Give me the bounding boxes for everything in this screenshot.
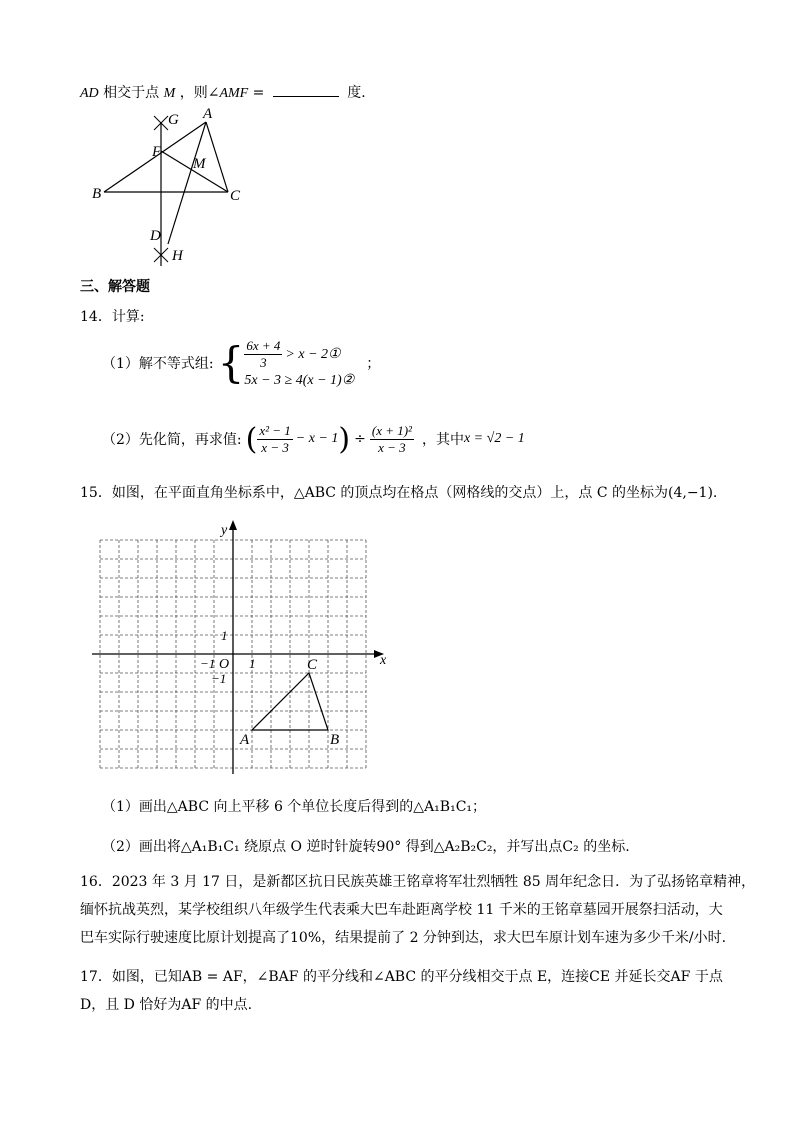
label-a: A xyxy=(203,106,213,122)
inequality-2: 5x − 3 ≥ 4(x − 1)② xyxy=(244,372,355,388)
q17-line-1: 17．如图，已知AB = AF，∠BAF 的平分线和∠ABC 的平分线相交于点 E，连接CE 并延长交AF 于点 xyxy=(80,969,723,985)
q16-line-3: 巴车实际行驶速度比原计划提高了10%，结果提前了 2 分钟到达，求大巴车原计划车速为多少千米/小时. xyxy=(80,930,727,946)
q17-paragraph xyxy=(80,963,760,1019)
q14-p2-prefix: （2）先化简，再求值: xyxy=(102,432,242,448)
q14-part1 xyxy=(102,333,380,393)
q17-line-2: D，且 D 恰好为AF 的中点. xyxy=(80,997,253,1013)
ineq1-numerator: 6x + 4 xyxy=(246,337,281,353)
label-d: D xyxy=(150,228,161,244)
ineq1-rest: > x − 2① xyxy=(285,346,341,362)
q14-p2-mid: ，其中 xyxy=(421,432,464,448)
origin-label: O xyxy=(219,657,230,672)
q13-text-1: 相交于点 xyxy=(103,85,160,101)
fraction-1 xyxy=(257,423,292,456)
vertex-label-c: C xyxy=(307,657,318,673)
q13-text-3: 度. xyxy=(347,85,366,101)
q16-line-1: 16．2023 年 3 月 17 日，是新都区抗日民族英雄王铭章将军壮烈牺牲 85 周年纪念日．为了弘扬铭章精神， xyxy=(80,874,756,890)
label-h: H xyxy=(172,248,183,264)
fraction-1-denominator: x − 3 xyxy=(261,439,289,455)
inequality-1 xyxy=(244,338,354,371)
fraction-2 xyxy=(370,423,414,456)
q13-tail-line xyxy=(80,82,366,102)
x-axis-label: x xyxy=(380,653,387,668)
ineq1-denominator: 3 xyxy=(260,354,267,370)
section-title: 三、解答题 xyxy=(80,279,150,295)
label-m: M xyxy=(193,156,206,172)
q15-part2: （2）画出将△A₁B₁C₁ 绕原点 O 逆时针旋转90° 得到△A₂B₂C₂，并写出点C₂ 的坐标. xyxy=(102,839,630,855)
triangle-figure-13 xyxy=(88,104,258,274)
q15-text: 15．如图，在平面直角坐标系中，△ABC 的顶点均在格点（网格线的交点）上，点 C 的坐标为(4,−1). xyxy=(80,485,718,501)
coordinate-grid-15 xyxy=(92,520,402,780)
vertex-label-a: A xyxy=(240,732,250,748)
answer-blank[interactable] xyxy=(273,84,339,97)
q14-p2-value: x = √2 − 1 xyxy=(463,431,525,446)
q14-p1-prefix: （1）解不等式组: xyxy=(102,356,214,372)
q16-line-2: 缅怀抗战英烈，某学校组织八年级学生代表乘大巴车赴距离学校 11 千米的王铭章墓园开展祭扫活动，大 xyxy=(80,902,723,918)
fraction-2-denominator: x − 3 xyxy=(378,439,406,455)
q14-number: 14．计算: xyxy=(80,309,145,325)
inequality-system xyxy=(244,338,354,389)
segment-ad: AD xyxy=(80,86,99,101)
tick-label-y-neg1: −1 xyxy=(211,671,227,686)
q13-text-2: ，则∠ xyxy=(179,85,220,101)
label-g: G xyxy=(168,112,179,128)
label-b: B xyxy=(92,186,102,202)
q15-part1: （1）画出△ABC 向上平移 6 个单位长度后得到的△A₁B₁C₁； xyxy=(102,799,487,815)
equals-sign: = xyxy=(248,85,269,101)
system-brace: { xyxy=(217,338,245,387)
tick-label-x-1: 1 xyxy=(249,656,256,671)
paren-open: ( xyxy=(245,421,258,457)
angle-amf: AMF xyxy=(219,86,249,101)
fraction-1-rest: − x − 1 xyxy=(295,431,339,446)
point-m: M xyxy=(163,86,176,101)
tick-label-y-1: 1 xyxy=(221,628,228,643)
label-f: F xyxy=(152,144,162,160)
fraction-2-numerator: (x + 1)² xyxy=(371,422,412,438)
q16-paragraph xyxy=(80,868,760,952)
paren-close: ) xyxy=(338,421,351,457)
vertex-label-b: B xyxy=(330,732,340,748)
division-sign: ÷ xyxy=(354,431,366,447)
y-axis-label: y xyxy=(221,523,228,538)
q14-p1-suffix: ； xyxy=(366,356,381,372)
ineq1-fraction xyxy=(244,338,282,371)
label-c: C xyxy=(230,188,241,204)
q14-part2 xyxy=(102,414,525,464)
y-axis-arrow xyxy=(229,520,237,530)
fraction-1-numerator: x² − 1 xyxy=(259,422,291,438)
tick-label-x-neg1: −1 xyxy=(200,656,216,671)
